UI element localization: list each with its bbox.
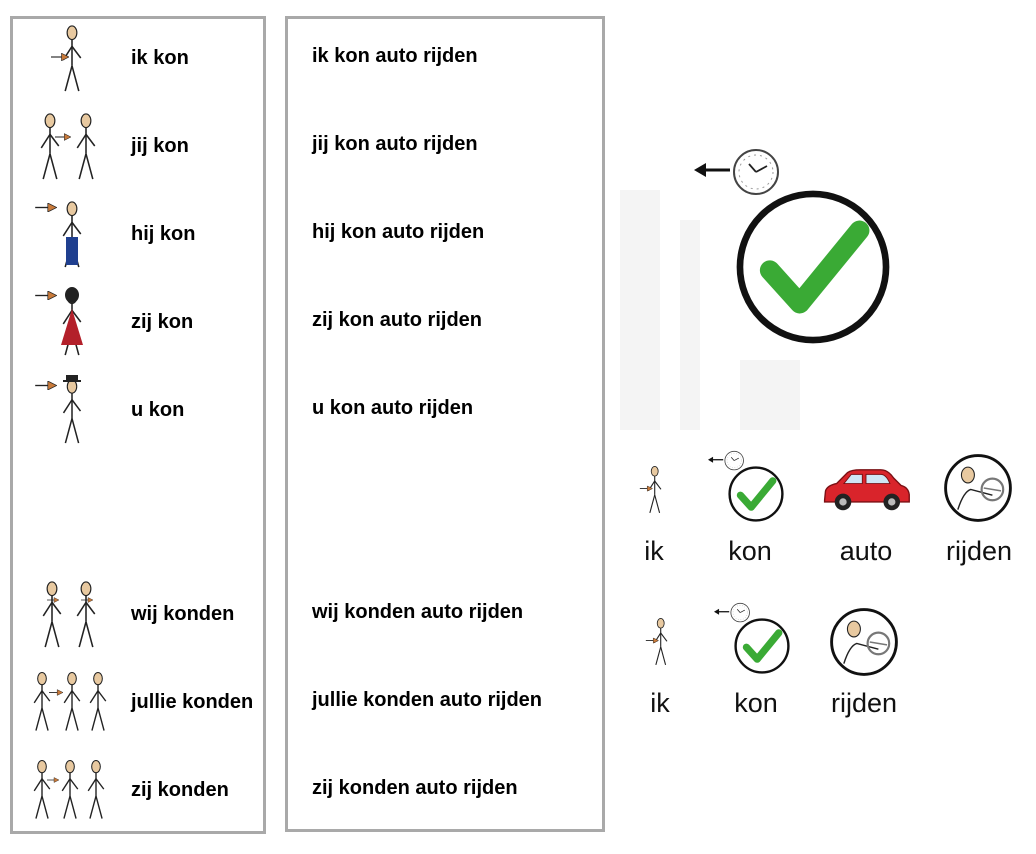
pronoun-row-zij	[13, 287, 263, 347]
steering-wheel-icon	[942, 452, 1014, 524]
strip-word: ik	[650, 688, 670, 718]
steering-wheel-icon	[828, 606, 900, 678]
pronoun-label: zij kon	[131, 311, 194, 333]
strip-word: kon	[728, 536, 772, 566]
man-icon	[29, 199, 113, 271]
strip-word: rijden	[830, 688, 898, 718]
pronoun-label: hij kon	[131, 223, 196, 245]
past-checkmark-icon	[708, 450, 792, 526]
pronoun-row-ik	[13, 23, 263, 83]
sentence-text: u kon auto rijden	[312, 397, 474, 419]
pronoun-label: jullie konden	[131, 691, 254, 713]
sentence-text: zij konden auto rijden	[312, 777, 518, 799]
person-pointing-self-icon	[29, 23, 113, 95]
past-checkmark-icon	[714, 602, 798, 678]
pronoun-row-jij	[13, 111, 263, 171]
pronoun-row-u	[13, 375, 263, 435]
strip-word: rijden	[945, 536, 1013, 566]
sentence-text: jij kon auto rijden	[312, 133, 478, 155]
person-pointing-self-icon	[624, 450, 684, 530]
three-people-pointing-icon	[29, 667, 113, 739]
pronoun-row-hij	[13, 199, 263, 259]
strip-word: auto	[839, 536, 893, 566]
background-artifact	[620, 190, 660, 430]
background-artifact	[740, 360, 800, 430]
woman-icon	[29, 287, 113, 359]
pronoun-label: jij kon	[131, 135, 189, 157]
three-people-icon	[29, 755, 113, 827]
strip-word: kon	[734, 688, 778, 718]
person-pointing-self-icon	[630, 602, 690, 682]
sentence-text: wij konden auto rijden	[312, 601, 524, 623]
pronoun-row-zij-plural	[13, 755, 263, 815]
sentence-panel	[285, 16, 605, 832]
person-pointing-other-icon	[29, 111, 113, 183]
pronoun-panel	[10, 16, 266, 834]
two-people-icon	[29, 579, 113, 651]
sentence-text: hij kon auto rijden	[312, 221, 485, 243]
pronoun-row-wij	[13, 579, 263, 639]
person-hat-icon	[29, 375, 113, 447]
past-tense-checkmark-icon	[690, 148, 900, 348]
car-icon	[820, 466, 912, 514]
pronoun-label: wij konden	[131, 603, 235, 625]
pronoun-row-jullie	[13, 667, 263, 727]
sentence-text: zij kon auto rijden	[312, 309, 483, 331]
pronoun-label: zij konden	[131, 779, 229, 801]
pronoun-label: ik kon	[131, 47, 189, 69]
sentence-text: ik kon auto rijden	[312, 45, 478, 67]
strip-word: ik	[644, 536, 664, 566]
pronoun-label: u kon	[131, 399, 185, 421]
sentence-text: jullie konden auto rijden	[312, 689, 543, 711]
